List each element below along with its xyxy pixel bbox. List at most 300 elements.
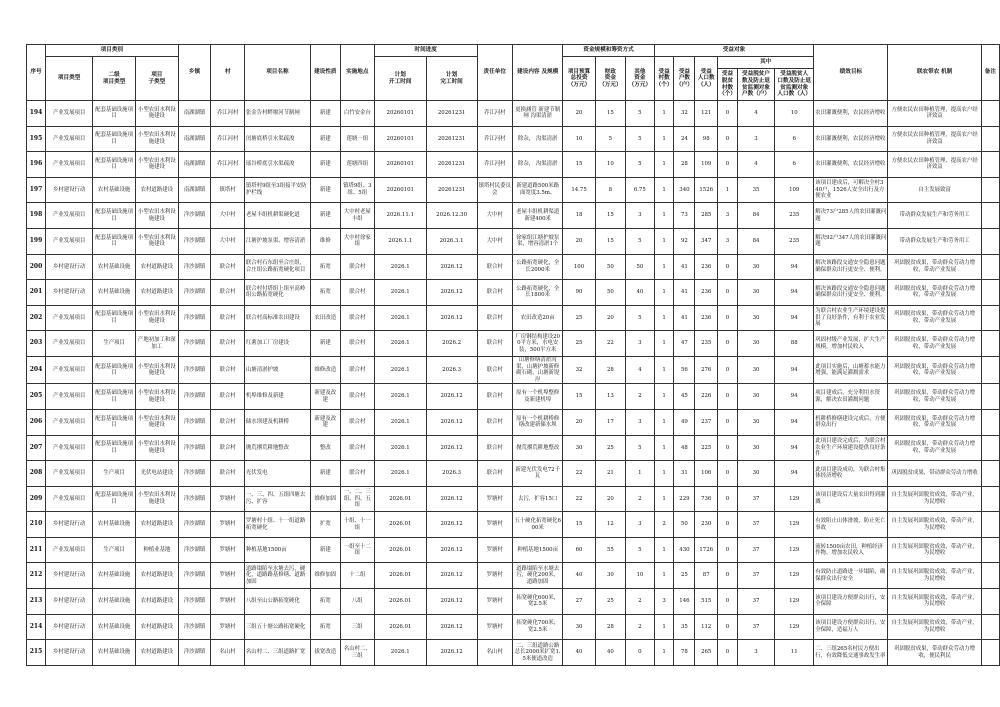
row-budget: 90 xyxy=(563,280,595,306)
row-end: 2026.12 xyxy=(426,512,477,538)
row-type: 乡村建设行动 xyxy=(45,512,92,538)
row-mechanism: 巩固脱贫成果，带动群众劳动力增收 xyxy=(888,461,981,487)
row-nature: 新建 xyxy=(310,101,340,127)
row-name: 老屋丰组机耕渠硬化道 xyxy=(244,203,310,229)
row-sub-type: 小型农田水利设施建设 xyxy=(135,126,178,152)
row-location: 十组、十一组 xyxy=(340,512,374,538)
header-category-group: 项目类别 xyxy=(45,45,178,57)
row-goal: 此项目建设成功，为联合村集体经济增收 xyxy=(814,461,888,487)
header-town: 乡镇 xyxy=(178,45,211,101)
row-b-people: 276 xyxy=(695,356,718,383)
row-village: 大中村 xyxy=(211,228,245,254)
row-goal: 该项目建设方便群众出行，安全保障，造福万人 xyxy=(814,614,888,640)
row-name: 联合村高标准农田建设 xyxy=(244,305,310,331)
row-sub-type-2: 农村基础设施 xyxy=(93,254,136,280)
row-b-households: 32 xyxy=(674,101,695,127)
row-owner: 名山村 xyxy=(477,640,512,666)
row-sub-type: 小型农田水利设施建设 xyxy=(135,305,178,331)
row-poor-villages: 0 xyxy=(718,461,738,487)
row-start: 2026.1 xyxy=(374,254,426,280)
row-b-households: 340 xyxy=(674,177,695,203)
row-owner: 联合村 xyxy=(477,331,512,357)
row-sub-type: 农村道路建设 xyxy=(135,280,178,306)
row-owner: 大中村 xyxy=(477,228,512,254)
row-sub-type: 农村道路建设 xyxy=(135,177,178,203)
row-location: 联合村 xyxy=(340,435,374,461)
header-poor-villages: 受益 脱贫 村数 （个） xyxy=(718,69,738,101)
table-row xyxy=(27,331,1000,357)
row-start: 2026.01 xyxy=(374,563,426,589)
row-content: 除杂， 沟渠清淤 xyxy=(512,152,562,178)
row-name: 瑶谷桥底引水渠疏浚 xyxy=(244,152,310,178)
row-location: 联合村 xyxy=(340,305,374,331)
row-sub-type-2: 生产项目 xyxy=(93,461,136,487)
row-nature: 新建 xyxy=(310,331,340,357)
row-type: 产业发展项目 xyxy=(45,537,92,563)
row-location: 大中村徐家组 xyxy=(340,228,374,254)
row-village: 联合村 xyxy=(211,280,245,306)
row-nature: 拓宽 xyxy=(310,614,340,640)
row-fiscal: 17 xyxy=(595,409,625,435)
row-start: 2026.1.1 xyxy=(374,228,426,254)
row-end: 2026.12 xyxy=(426,409,477,435)
row-sub-type: 农村道路建设 xyxy=(135,563,178,589)
row-poor-households: 37 xyxy=(737,537,774,563)
row-sub-type-2: 配套基础设施项目 xyxy=(93,203,136,229)
row-poor-villages: 0 xyxy=(718,614,738,640)
row-location: 大中村老屋丰组 xyxy=(340,203,374,229)
row-other: 5 xyxy=(626,435,655,461)
row-start: 20260101 xyxy=(374,152,426,178)
row-nature: 新建 xyxy=(310,126,340,152)
row-fiscal: 12 xyxy=(595,512,625,538)
row-goal: 农田灌溉便利，农民经济增收 xyxy=(814,126,888,152)
row-mechanism: 方便农民农田种植管理，提高农户经济效益 xyxy=(888,152,981,178)
row-nature: 维修 xyxy=(310,228,340,254)
row-name: 闰塘底桥引水渠疏浚 xyxy=(244,126,310,152)
row-remark xyxy=(981,563,999,589)
row-b-households: 48 xyxy=(674,435,695,461)
row-end: 2026.3 xyxy=(426,356,477,383)
row-type: 产业发展项目 xyxy=(45,203,92,229)
row-budget: 40 xyxy=(563,640,595,666)
row-sub-type-2: 生产项目 xyxy=(93,331,136,357)
row-start: 2026.1 xyxy=(374,435,426,461)
row-end: 2026.12 xyxy=(426,537,477,563)
row-name: 机埠维修及新建 xyxy=(244,384,310,410)
row-location: 镇塔9组、3组、5组 xyxy=(340,177,374,203)
row-start: 2026.1 xyxy=(374,305,426,331)
row-end: 2026.12.30 xyxy=(426,203,477,229)
row-poor-households: 37 xyxy=(737,614,774,640)
row-mechanism: 方便农民农田种植管理，提高农户经济效益 xyxy=(888,126,981,152)
row-remark xyxy=(981,537,999,563)
row-sub-type-2: 农村基础设施 xyxy=(93,614,136,640)
table-row xyxy=(27,177,1000,203)
row-end: 20261231 xyxy=(426,101,477,127)
row-content: 新建道路500米路面宽度3.5m、 xyxy=(512,177,562,203)
row-village: 联合村 xyxy=(211,331,245,357)
row-budget: 15 xyxy=(563,384,595,410)
row-b-people: 515 xyxy=(695,589,718,615)
row-end: 2026.12 xyxy=(426,384,477,410)
row-goal: 该项目建成后，可解决全村340户，1526人安全出行及方便农业 xyxy=(814,177,888,203)
row-poor-people: 88 xyxy=(775,331,814,357)
row-fiscal: 15 xyxy=(595,203,625,229)
row-end: 2026.12 xyxy=(426,563,477,589)
row-remark xyxy=(981,461,999,487)
row-sub-type: 农村道路建设 xyxy=(135,254,178,280)
row-remark xyxy=(981,640,999,666)
row-start: 2026.1 xyxy=(374,280,426,306)
header-sub-type-2: 二级 项目类型 xyxy=(93,57,136,101)
row-b-villages: 1 xyxy=(654,228,674,254)
row-other: 6.75 xyxy=(626,177,655,203)
row-location: 联合村 xyxy=(340,384,374,410)
row-start: 2026.1 xyxy=(374,640,426,666)
header-funds-group: 资金规模和筹资方式 xyxy=(563,45,654,57)
row-b-people: 98 xyxy=(695,126,718,152)
row-type: 乡村建设行动 xyxy=(45,254,92,280)
row-sub-type-2: 农村基础设施 xyxy=(93,640,136,666)
row-other: 3 xyxy=(626,203,655,229)
row-b-households: 50 xyxy=(674,512,695,538)
row-type: 乡村建设行动 xyxy=(45,280,92,306)
row-nature: 新建 xyxy=(310,152,340,178)
row-poor-villages: 0 xyxy=(718,384,738,410)
row-town: 南湖湖镇 xyxy=(178,152,211,178)
row-start: 2026.01 xyxy=(374,614,426,640)
row-fiscal: 8 xyxy=(595,177,625,203)
table-row xyxy=(27,228,1000,254)
row-budget: 25 xyxy=(563,331,595,357)
row-type: 乡村建设行动 xyxy=(45,614,92,640)
row-village: 罗塘村 xyxy=(211,589,245,615)
table-row xyxy=(27,435,1000,461)
header-location: 实施地点 xyxy=(340,45,374,101)
row-name: 道路塌陷至水塘去污，硬化，道路路基修缮、道路加固 xyxy=(244,563,310,589)
row-end: 20261231 xyxy=(426,126,477,152)
row-nature: 维修加固 xyxy=(310,486,340,512)
row-owner: 乔江河村 xyxy=(477,101,512,127)
row-village: 大中村 xyxy=(211,203,245,229)
row-location: 十二组 xyxy=(340,563,374,589)
row-start: 2026.1 xyxy=(374,331,426,357)
row-poor-people: 11 xyxy=(775,640,814,666)
row-name: 三组五十塘公路拓宽硬化 xyxy=(244,614,310,640)
row-poor-households: 37 xyxy=(737,563,774,589)
row-nature: 农田改造 xyxy=(310,305,340,331)
row-b-households: 41 xyxy=(674,254,695,280)
row-location: 莲塘四组 xyxy=(340,152,374,178)
row-b-people: 236 xyxy=(695,254,718,280)
row-b-households: 47 xyxy=(674,331,695,357)
row-other: 3 xyxy=(626,512,655,538)
header-seq: 序号 xyxy=(27,45,46,101)
row-budget: 10 xyxy=(563,126,595,152)
table-row xyxy=(27,126,1000,152)
row-remark xyxy=(981,589,999,615)
row-owner: 罗塘村 xyxy=(477,563,512,589)
row-b-households: 92 xyxy=(674,228,695,254)
row-other: 5 xyxy=(626,228,655,254)
row-fiscal: 25 xyxy=(595,589,625,615)
table-row xyxy=(27,152,1000,178)
row-type: 产业发展项目 xyxy=(45,486,92,512)
row-seq: 208 xyxy=(27,461,46,487)
row-mechanism: 巩固脱贫成果，带动群众劳动力增收，带动产业发展 xyxy=(888,435,981,461)
row-poor-villages: 0 xyxy=(718,563,738,589)
table-row xyxy=(27,409,1000,435)
row-end: 2026.3 xyxy=(426,461,477,487)
row-name: 联合村付塔组上组至高岭组公路拓宽硬化 xyxy=(244,280,310,306)
table-row xyxy=(27,563,1000,589)
row-b-households: 430 xyxy=(674,537,695,563)
row-location: 联合村 xyxy=(340,280,374,306)
row-b-households: 146 xyxy=(674,589,695,615)
row-end: 2026.2 xyxy=(426,331,477,357)
row-goal: 机耕桥修缮建设完成后，方便群众出行 xyxy=(814,409,888,435)
row-b-villages: 1 xyxy=(654,537,674,563)
row-location: 三组 xyxy=(340,614,374,640)
row-content: 去污，扩容15口 xyxy=(512,486,562,512)
row-poor-people: 94 xyxy=(775,435,814,461)
row-poor-people: 94 xyxy=(775,461,814,487)
row-poor-villages: 0 xyxy=(718,537,738,563)
table-row xyxy=(27,486,1000,512)
row-sub-type-2: 农村基础设施 xyxy=(93,563,136,589)
row-location: 一、二、三组、四、五组 xyxy=(340,486,374,512)
row-poor-people: 129 xyxy=(775,512,814,538)
row-nature: 扩宽 xyxy=(310,512,340,538)
row-village: 罗塘村 xyxy=(211,512,245,538)
row-town: 洋沙湖镇 xyxy=(178,331,211,357)
row-sub-type-2: 配套基础设施项目 xyxy=(93,152,136,178)
header-name: 项目名称 xyxy=(244,45,310,101)
row-type: 乡村建设行动 xyxy=(45,640,92,666)
row-mechanism: 巩固脱贫成果，带动群众劳动力增收，带动产业发展 xyxy=(888,356,981,383)
row-owner: 罗塘村 xyxy=(477,589,512,615)
row-goal: 解决该路段交通安全隐患问题确保群众出行更安全、便利。 xyxy=(814,280,888,306)
row-town: 洋沙湖镇 xyxy=(178,563,211,589)
row-b-households: 35 xyxy=(674,614,695,640)
row-content: 厂房钢结构建设200平方米，水电安装，500平方米 xyxy=(512,331,562,357)
row-sub-type-2: 生产项目 xyxy=(93,537,136,563)
row-type: 产业发展项目 xyxy=(45,435,92,461)
row-b-villages: 1 xyxy=(654,356,674,383)
row-other: 1 xyxy=(626,461,655,487)
row-other: 2 xyxy=(626,614,655,640)
header-village: 村 xyxy=(211,45,245,101)
row-other: 2 xyxy=(626,589,655,615)
row-sub-type: 小型农田水利设施建设 xyxy=(135,356,178,383)
row-goal: 解决73户285人的农田灌溉问题 xyxy=(814,203,888,229)
row-goal: 二、三组265名村民方便出行，有效降低交通事故发生率 xyxy=(814,640,888,666)
row-owner: 联合村 xyxy=(477,384,512,410)
row-village: 乔江河村 xyxy=(211,126,245,152)
header-sub-type: 项目 子类型 xyxy=(135,57,178,101)
row-owner: 联合村 xyxy=(477,280,512,306)
row-town: 洋沙湖镇 xyxy=(178,203,211,229)
row-goal: 巩固村级产业发展，扩大生产规模，增加村民收入 xyxy=(814,331,888,357)
row-sub-type-2: 配套基础设施项目 xyxy=(93,409,136,435)
row-other: 50 xyxy=(626,254,655,280)
row-remark xyxy=(981,152,999,178)
row-b-households: 45 xyxy=(674,384,695,410)
row-start: 2026.01 xyxy=(374,512,426,538)
row-b-villages: 1 xyxy=(654,409,674,435)
header-remark: 备注 xyxy=(981,45,999,101)
project-table xyxy=(26,44,1000,666)
row-poor-people: 129 xyxy=(775,486,814,512)
row-poor-households: 30 xyxy=(737,435,774,461)
row-b-people: 235 xyxy=(695,331,718,357)
row-b-villages: 3 xyxy=(654,589,674,615)
row-remark xyxy=(981,435,999,461)
row-owner: 罗塘村 xyxy=(477,512,512,538)
row-location: 一组至十二组 xyxy=(340,537,374,563)
row-start: 2026.1 xyxy=(374,384,426,410)
row-fiscal: 30 xyxy=(595,563,625,589)
row-b-villages: 1 xyxy=(654,384,674,410)
row-b-people: 236 xyxy=(695,305,718,331)
row-content: 老屋丰组机耕渠道新建400米 xyxy=(512,203,562,229)
row-village: 联合村 xyxy=(211,409,245,435)
table-row xyxy=(27,254,1000,280)
row-location: 联合村 xyxy=(340,356,374,383)
row-mechanism: 自主发展致富 xyxy=(888,177,981,203)
row-b-people: 347 xyxy=(695,228,718,254)
row-end: 2026.12 xyxy=(426,640,477,666)
row-nature: 拓宽 xyxy=(310,589,340,615)
row-content: 更换涵管 新建节制闸 沟渠清淤 xyxy=(512,101,562,127)
row-b-villages: 1 xyxy=(654,203,674,229)
row-budget: 40 xyxy=(563,563,595,589)
row-sub-type-2: 农村基础设施 xyxy=(93,512,136,538)
row-town: 洋沙湖镇 xyxy=(178,228,211,254)
row-content: 五十硬化拓宽硬化600米 xyxy=(512,512,562,538)
row-budget: 22 xyxy=(563,461,595,487)
row-b-households: 49 xyxy=(674,409,695,435)
row-poor-households: 4 xyxy=(737,152,774,178)
header-end: 计划 完工时间 xyxy=(426,57,477,101)
row-type: 产业发展项目 xyxy=(45,305,92,331)
row-sub-type: 小型农田水利设施建设 xyxy=(135,203,178,229)
row-nature: 新建 xyxy=(310,177,340,203)
row-village: 联合村 xyxy=(211,356,245,383)
row-goal: 解决该路段交通安全隐患问题确保群众出行更安全、便利。 xyxy=(814,254,888,280)
row-village: 联合村 xyxy=(211,461,245,487)
row-remark xyxy=(981,254,999,280)
row-start: 2026.11.1 xyxy=(374,203,426,229)
row-content: 徐家组江塘护坡泵渠，增容清淤1个 xyxy=(512,228,562,254)
header-fiscal: 财政 资金 （万元） xyxy=(595,57,625,101)
row-poor-villages: 0 xyxy=(718,254,738,280)
row-sub-type-2: 配套基础设施项目 xyxy=(93,126,136,152)
row-village: 罗塘村 xyxy=(211,486,245,512)
row-seq: 199 xyxy=(27,228,46,254)
row-village: 联合村 xyxy=(211,384,245,410)
row-b-people: 1726 xyxy=(695,537,718,563)
row-village: 联合村 xyxy=(211,305,245,331)
row-goal: 农田灌溉便利，农民经济增收 xyxy=(814,101,888,127)
row-budget: 27 xyxy=(563,589,595,615)
row-mechanism: 自主发展巩固脱贫成效，带动产业，为民增收 xyxy=(888,614,981,640)
row-budget: 20 xyxy=(563,101,595,127)
row-b-people: 112 xyxy=(695,614,718,640)
row-poor-people: 94 xyxy=(775,280,814,306)
row-content: 拓宽硬化600米，宽2.5米 xyxy=(512,589,562,615)
row-fiscal: 50 xyxy=(595,280,625,306)
row-seq: 203 xyxy=(27,331,46,357)
table-row xyxy=(27,589,1000,615)
row-sub-type-2: 配套基础设施项目 xyxy=(93,486,136,512)
row-sub-type: 农村道路建设 xyxy=(135,614,178,640)
row-sub-type: 光伏电站建设 xyxy=(135,461,178,487)
row-poor-households: 3 xyxy=(737,640,774,666)
row-end: 2026.12 xyxy=(426,435,477,461)
row-other: 3 xyxy=(626,331,655,357)
row-sub-type-2: 配套基础设施项目 xyxy=(93,384,136,410)
row-seq: 212 xyxy=(27,563,46,589)
row-village: 联合村 xyxy=(211,254,245,280)
row-remark xyxy=(981,177,999,203)
row-end: 20261231 xyxy=(426,152,477,178)
row-poor-households: 3 xyxy=(737,126,774,152)
row-b-people: 237 xyxy=(695,409,718,435)
row-goal: 该项目建设后大量农田得到灌溉 xyxy=(814,486,888,512)
row-mechanism: 巩固脱贫成果，带动群众劳动力增收，便民利民 xyxy=(888,640,981,666)
row-sub-type: 小型农田水利设施建设 xyxy=(135,384,178,410)
row-fiscal: 50 xyxy=(595,254,625,280)
row-fiscal: 21 xyxy=(595,461,625,487)
row-content: 原有一个机埠整修及新建机埠 xyxy=(512,384,562,410)
row-mechanism: 带动群众发展生产和劳务用工 xyxy=(888,203,981,229)
row-nature: 新建 xyxy=(310,461,340,487)
row-mechanism: 巩固脱贫成果，带动群众劳动力增收，带动产业发展 xyxy=(888,384,981,410)
row-b-villages: 1 xyxy=(654,126,674,152)
row-goal: 解决92户347人的农田灌溉问题 xyxy=(814,228,888,254)
row-owner: 乔江河村 xyxy=(477,126,512,152)
row-poor-villages: 3 xyxy=(718,203,738,229)
header-owner: 责任单位 xyxy=(477,45,512,101)
row-b-people: 121 xyxy=(695,101,718,127)
row-town: 洋沙湖镇 xyxy=(178,614,211,640)
row-owner: 乔江河村 xyxy=(477,152,512,178)
header-poor-people: 受益脱贫人 口数及防止返 贫监测对象 人口数（人） xyxy=(775,69,814,101)
row-goal: 有效防止道路进一步塌陷，确保群众出行安全 xyxy=(814,563,888,589)
row-b-people: 236 xyxy=(695,280,718,306)
row-owner: 联合村 xyxy=(477,409,512,435)
row-remark xyxy=(981,614,999,640)
row-poor-households: 4 xyxy=(737,101,774,127)
row-seq: 215 xyxy=(27,640,46,666)
row-name: 光伏发电 xyxy=(244,461,310,487)
row-b-households: 25 xyxy=(674,563,695,589)
row-end: 2026.12 xyxy=(426,589,477,615)
row-poor-villages: 0 xyxy=(718,486,738,512)
row-remark xyxy=(981,203,999,229)
row-start: 2026.1 xyxy=(374,461,426,487)
header-start: 计划 开工时间 xyxy=(374,57,426,101)
row-b-people: 1526 xyxy=(695,177,718,203)
row-b-villages: 1 xyxy=(654,254,674,280)
row-poor-households: 30 xyxy=(737,384,774,410)
row-town: 洋沙湖镇 xyxy=(178,384,211,410)
row-poor-households: 30 xyxy=(737,356,774,383)
row-b-people: 736 xyxy=(695,486,718,512)
spreadsheet xyxy=(26,44,1000,666)
